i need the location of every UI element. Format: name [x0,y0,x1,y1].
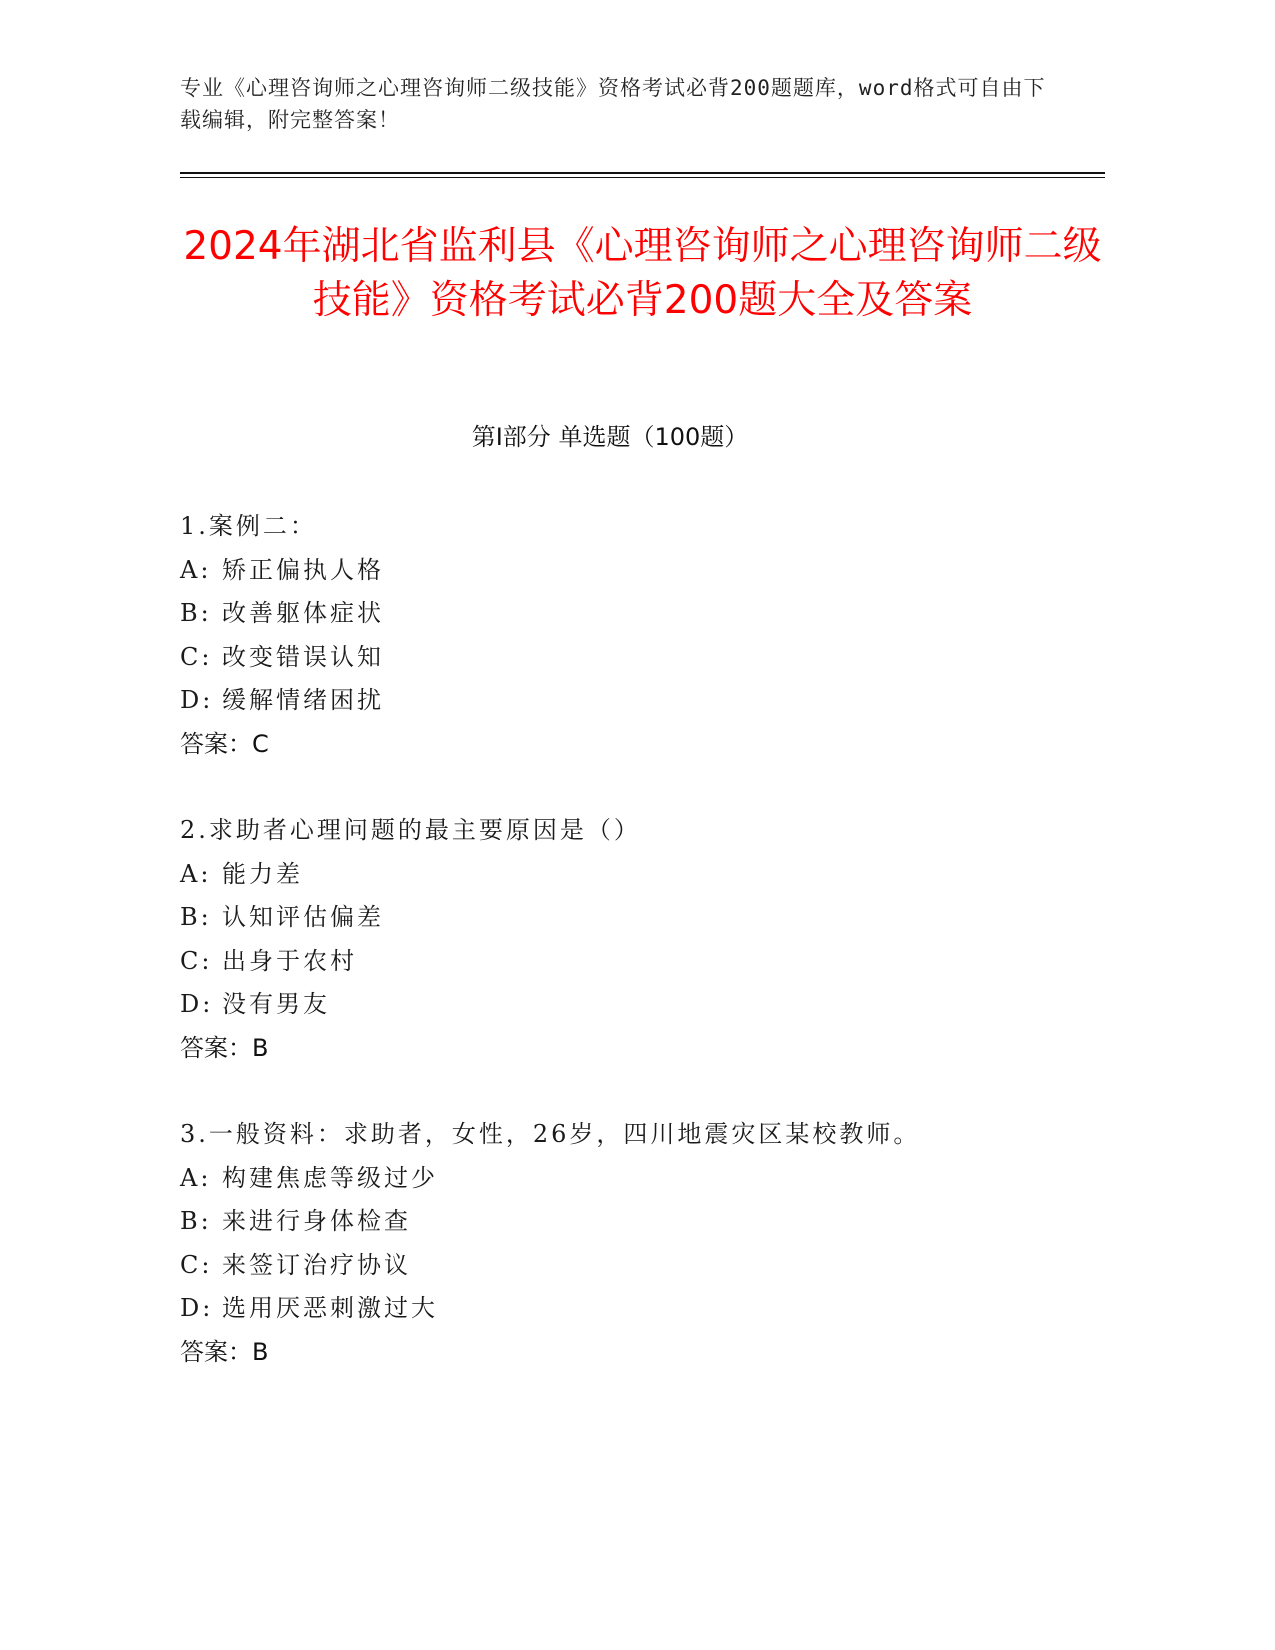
option-text: 构建焦虑等级过少 [222,1163,438,1192]
option-b [180,896,1105,940]
option-letter: B: [180,903,212,931]
option-letter: A: [180,555,212,584]
option-b [180,1200,1105,1244]
answer-line: 答案：C [180,729,269,758]
option-text: 没有男友 [222,990,330,1018]
option-text: 出身于农村 [222,946,357,975]
option-letter: B: [180,599,212,627]
option-text: 矫正偏执人格 [222,555,384,584]
document-title: 2024年湖北省监利县《心理咨询师之心理咨询师二级技能》资格考试必背200题大全及答案 [183,224,1102,323]
question-2 [180,809,1105,1070]
header-note: 专业《心理咨询师之心理咨询师二级技能》资格考试必背200题题库，word格式可自由下载编辑，附完整答案！ [180,76,1046,132]
option-text: 来进行身体检查 [222,1207,411,1235]
option-letter: D: [180,990,214,1018]
option-c [180,1244,1105,1288]
header-divider-thick [180,172,1105,174]
option-a [180,549,1105,593]
option-text: 改善躯体症状 [222,599,384,627]
option-letter: A: [180,1163,212,1192]
option-text: 认知评估偏差 [222,903,384,931]
option-d [180,983,1105,1027]
option-letter: D: [180,686,214,714]
section-title: 第Ⅰ部分 单选题（100题） [471,423,749,451]
option-letter: B: [180,1207,212,1235]
answer-line: 答案：B [180,1337,269,1366]
option-text: 能力差 [222,859,303,888]
question-3 [180,1113,1105,1374]
option-d [180,679,1105,723]
option-letter: D: [180,1294,214,1322]
option-d [180,1287,1105,1331]
option-c [180,636,1105,680]
option-letter: A: [180,859,212,888]
option-text: 来签订治疗协议 [222,1250,411,1279]
option-text: 缓解情绪困扰 [222,686,384,714]
option-letter: C: [180,1250,213,1279]
answer-line: 答案：B [180,1033,269,1062]
option-b [180,592,1105,636]
option-a [180,853,1105,897]
option-text: 改变错误认知 [222,642,384,671]
header-divider-thin [180,177,1105,178]
question-stem: 1.案例二： [180,512,317,540]
option-c [180,940,1105,984]
option-letter: C: [180,946,213,975]
question-list [180,505,1105,1417]
question-stem: 2.求助者心理问题的最主要原因是（） [180,816,641,844]
question-stem: 3.一般资料：求助者，女性，26岁，四川地震灾区某校教师。 [180,1120,921,1148]
option-a [180,1157,1105,1201]
question-1 [180,505,1105,766]
option-letter: C: [180,642,213,671]
option-text: 选用厌恶刺激过大 [222,1294,438,1322]
